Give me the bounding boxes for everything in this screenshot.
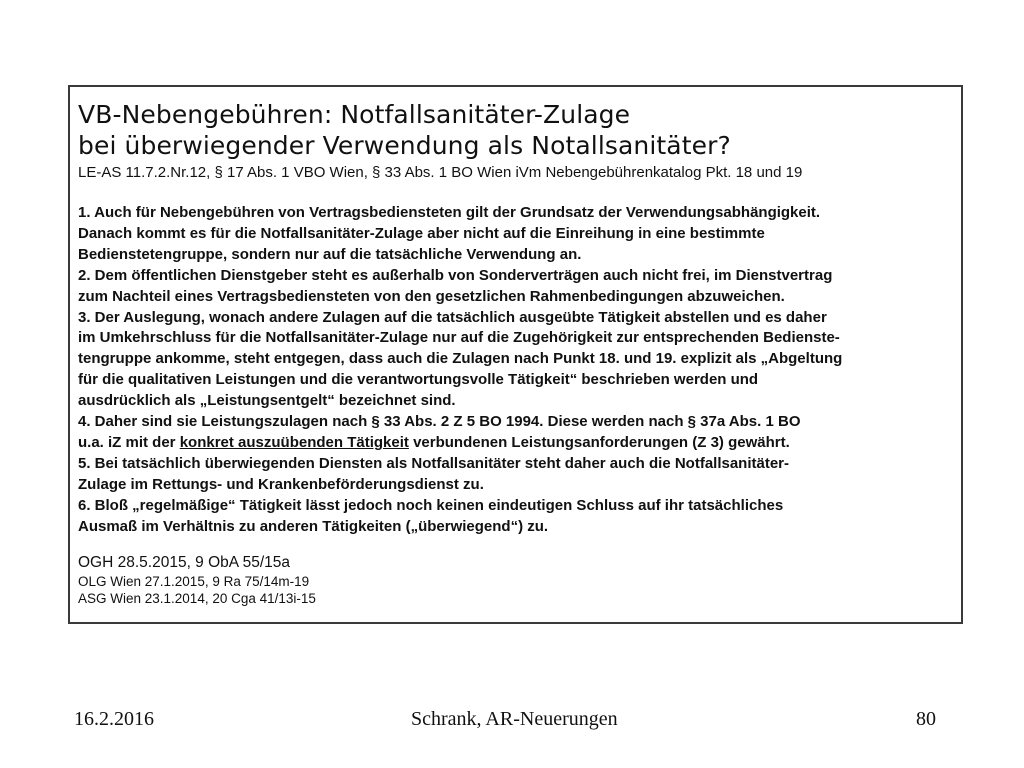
supreme-court-ruling: OGH 28.5.2015, 9 ObA 55/15a <box>78 553 290 571</box>
point-line: Bedienstetengruppe, sondern nur auf die tatsächliche Verwendung an. <box>78 245 582 263</box>
point-4-line-2-start: u.a. iZ mit der <box>78 433 180 451</box>
point-line: im Umkehrschluss für die Notfallsanitäter-Zulage nur auf die Zugehörigkeit zur entsprechenden Bedienste- <box>78 329 840 347</box>
point-line: 1. Auch für Nebengebühren von Vertragsbediensteten gilt der Grundsatz der Verwendungsabhängigkeit. <box>78 204 821 221</box>
lower-instance-ruling: ASG Wien 23.1.2014, 20 Cga 41/13i-15 <box>78 590 316 606</box>
footer-author: Schrank, AR-Neuerungen <box>411 708 618 730</box>
point-line: 5. Bei tatsächlich überwiegenden Diensten als Notfallsanitäter steht daher auch die Notfallsanitäter- <box>78 454 790 472</box>
point-line: 4. Daher sind sie Leistungszulagen nach § 33 Abs. 2 Z 5 BO 1994. Diese werden nach § 37a Abs. 1 BO <box>78 413 801 431</box>
slide-title-line-1: VB-Nebengebühren: Notfallsanitäter-Zulage <box>78 100 631 129</box>
points-list <box>78 203 958 538</box>
point-line: Ausmaß im Verhältnis zu anderen Tätigkeiten („überwiegend“) zu. <box>78 517 549 535</box>
point-4-line-2 <box>78 433 958 454</box>
point-line: 6. Bloß „regelmäßige“ Tätigkeit lässt jedoch noch keinen eindeutigen Schluss auf ihr tatsächliches <box>78 496 784 514</box>
lower-instance-ruling: OLG Wien 27.1.2015, 9 Ra 75/14m-19 <box>78 573 310 589</box>
point-line: 2. Dem öffentlichen Dienstgeber steht es außerhalb von Sonderverträgen auch nicht frei, im Dienstvertrag <box>78 266 833 284</box>
point-line: ausdrücklich als „Leistungsentgelt“ bezeichnet sind. <box>78 392 456 410</box>
point-line: tengruppe ankomme, steht entgegen, dass auch die Zulagen nach Punkt 18. und 19. explizit als „Abgeltung <box>78 350 843 368</box>
point-line: für die qualitativen Leistungen und die verantwortungsvolle Tätigkeit“ beschrieben werden und <box>78 371 759 389</box>
footer-date: 16.2.2016 <box>74 708 154 730</box>
point-line: zum Nachteil eines Vertragsbediensteten von den gesetzlichen Rahmenbedingungen abzuweichen. <box>78 287 785 305</box>
footer-page-number: 80 <box>916 708 936 730</box>
point-4-line-2-end: verbundenen Leistungsanforderungen (Z 3) gewährt. <box>408 433 790 451</box>
point-line: Danach kommt es für die Notfallsanitäter-Zulage aber nicht auf die Einreihung in eine bestimmte <box>78 224 765 242</box>
legal-references: LE-AS 11.7.2.Nr.12, § 17 Abs. 1 VBO Wien, § 33 Abs. 1 BO Wien iVm Nebengebührenkatalog Pkt. 18 und 19 <box>78 164 803 181</box>
point-line: Zulage im Rettungs- und Krankenbeförderungsdienst zu. <box>78 475 484 493</box>
underlined-phrase: konkret auszuübenden Tätigkeit <box>179 433 409 451</box>
slide-content <box>78 99 958 607</box>
slide-title-line-2: bei überwiegender Verwendung als Notallsanitäter? <box>78 131 731 160</box>
point-line: 3. Der Auslegung, wonach andere Zulagen auf die tatsächlich ausgeübte Tätigkeit abstellen und es daher <box>78 308 827 326</box>
